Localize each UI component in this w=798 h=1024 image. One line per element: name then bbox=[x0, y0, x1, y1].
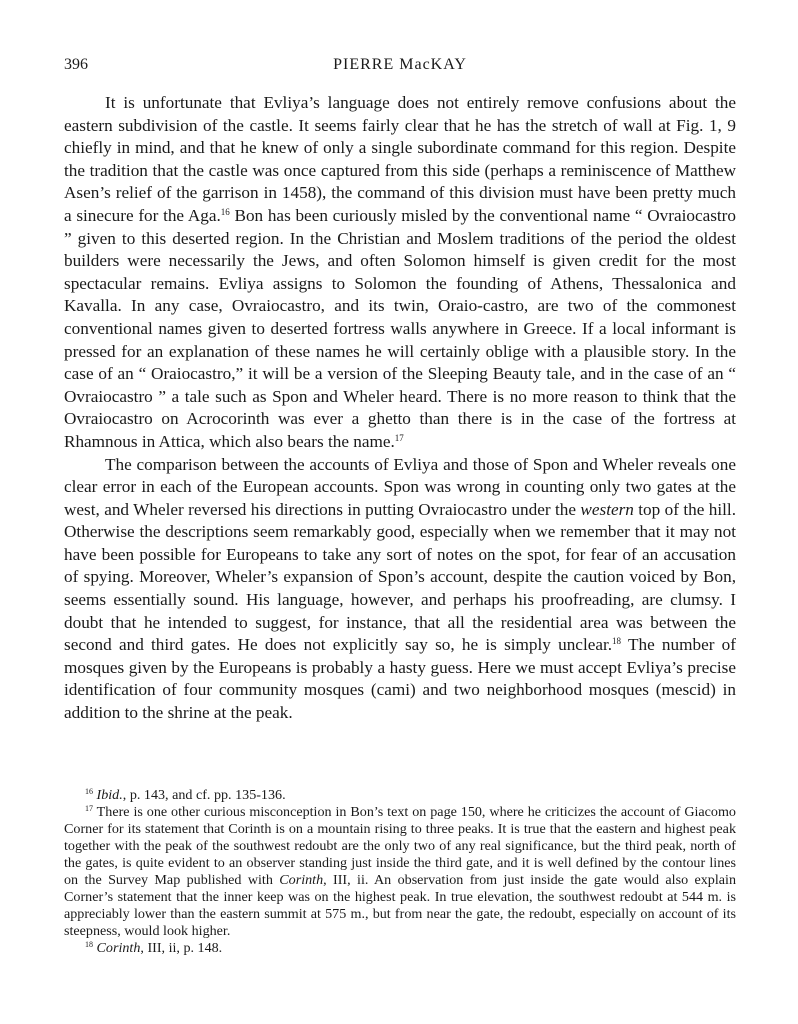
footnote-text: There is one other curious misconception in Bon’s text on page 150, where he criticizes the account of Giacomo Corner for its statement that Corinth is on a mountain rising to three peaks. It is true that the eastern and highest peak together with the peak of the southwest redoubt are the only two of any real significance, but the third peak, north of the gates, is quite evident to an observer standing just inside the third gate, and it is well defined by the contour lines on the Survey Map published with bbox=[64, 804, 736, 888]
body-text bbox=[64, 92, 736, 725]
footnote-italic: Ibid. bbox=[96, 787, 123, 803]
paragraph-2-text-c: The number of mosques given by the Europeans is probably a hasty guess. Here we must accept Evliya’s precise identification of four community mosques (cami) and two neighborhood mosques (mescid) in addition to the shrine at the peak. bbox=[64, 635, 736, 723]
footnote-18 bbox=[64, 940, 736, 957]
footnote-italic: Corinth bbox=[279, 872, 324, 888]
paragraph-1 bbox=[64, 92, 736, 454]
paragraph-1-text-b: Bon has been curiously misled by the conventional name “ Ovraiocastro ” given to this deserted region. In the Christian and Moslem traditions of the period the oldest builders were necessarily the Jews, and often Solomon himself is given credit for the most spectacular remains. Evliya assigns to Solomon the founding of Athens, Thessalonica and Kavalla. In any case, Ovraiocastro, and its twin, Oraio-castro, are two of the commonest conventional names given to deserted fortress walls anywhere in Greece. If a local informant is pressed for an explanation of these names he will certainly oblige with a plausible story. In the case of an “ Oraiocastro,” it will be a version of the Sleeping Beauty tale, and in the case of an “ Ovraiocastro ” a tale such as Spon and Wheler heard. There is no more reason to think that the Ovraiocastro on Acrocorinth was ever a ghetto than there is in the case of the fortress at Rhamnous in Attica, which also bears the name. bbox=[64, 205, 736, 451]
footnote-ref-16: 16 bbox=[220, 206, 230, 217]
footnote-marker: 16 bbox=[85, 787, 93, 796]
footnotes bbox=[64, 787, 736, 957]
footnote-marker: 18 bbox=[85, 940, 93, 949]
paragraph-1-text-a: It is unfortunate that Evliya’s language does not entirely remove confusions about the eastern subdivision of the castle. It seems fairly clear that he has the stretch of wall at Fig. 1, 9 chiefly in mind, and that he knew of only a single subordinate command for this region. Despite the tradition that the castle was once captured from this side (perhaps a reminiscence of Matthew Asen’s relief of the garrison in 1458), the command of this division must have been pretty much a sinecure for the Aga. bbox=[64, 93, 736, 225]
paragraph-2-text-b: top of the hill. Otherwise the descriptions seem remarkably good, especially when we remember that it may not have been possible for Europeans to take any sort of notes on the spot, for fear of an accusation of spying. Moreover, Wheler’s expansion of Spon’s account, despite the caution voiced by Bon, seems essentially sound. His language, however, and perhaps his proofreading, are clumsy. I doubt that he intended to suggest, for instance, that all the residential area was between the second and third gates. He does not explicitly say so, he is simply unclear. bbox=[64, 499, 737, 655]
paragraph-2 bbox=[64, 454, 736, 725]
footnote-16 bbox=[64, 787, 736, 804]
running-head: PIERRE MacKAY bbox=[333, 56, 467, 73]
footnote-ref-17: 17 bbox=[394, 432, 404, 443]
footnote-text: , p. 143, and cf. pp. 135-136. bbox=[122, 787, 286, 803]
paragraph-2-text-a: The comparison between the accounts of Evliya and those of Spon and Wheler reveals one clear error in each of the European accounts. Spon was wrong in counting only two gates at the west, and Wheler reversed his directions in putting Ovraiocastro under the bbox=[64, 454, 736, 519]
footnote-ref-18: 18 bbox=[612, 636, 622, 647]
footnote-text: , III, ii. An observation from just inside the gate would also explain Corner’s statement that the inner keep was on the highest peak. In true elevation, the southwest redoubt at 544 m. is appreciably lower than the eastern summit at 575 m., but from near the gate, the redoubt, especially on account of its steepness, would look higher. bbox=[64, 872, 736, 939]
paragraph-2-emphasis: western bbox=[580, 499, 634, 519]
footnote-italic: Corinth bbox=[96, 940, 141, 956]
footnote-marker: 17 bbox=[85, 804, 93, 813]
page-number: 396 bbox=[64, 56, 88, 73]
page-header bbox=[64, 56, 736, 78]
footnote-text: , III, ii, p. 148. bbox=[140, 940, 223, 956]
footnote-17 bbox=[64, 804, 736, 940]
